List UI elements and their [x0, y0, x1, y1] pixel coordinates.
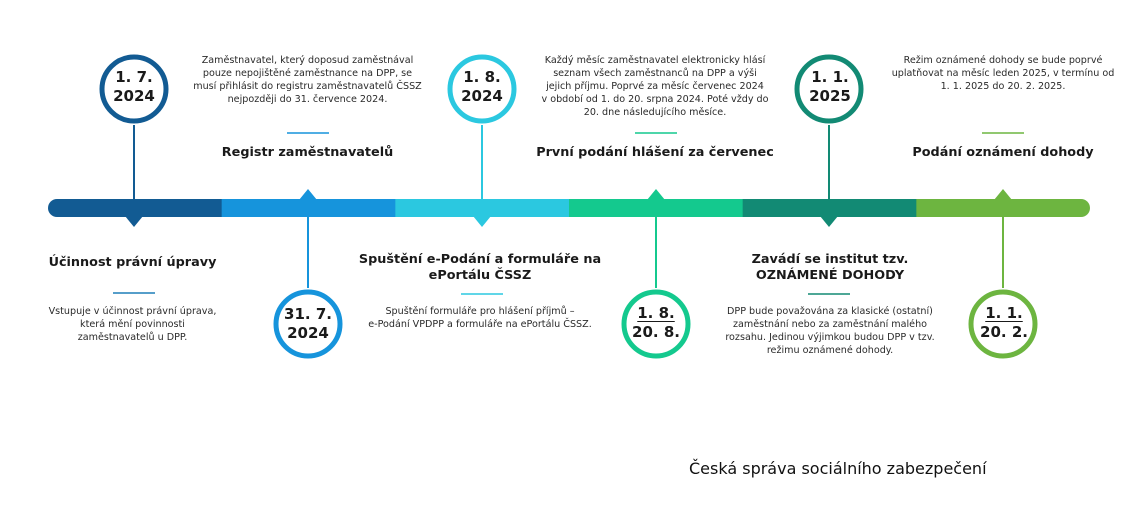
- milestone-title-6: Podání oznámení dohody: [912, 145, 1094, 160]
- timeline-segment-1: [48, 199, 223, 217]
- milestone-desc-3: Spuštění formuláře pro hlášení příjmů – e-Podání VPDPP a formuláře na ePortálu ČSSZ.: [368, 306, 592, 330]
- timeline-segment-5: [743, 199, 918, 217]
- milestone-title-1: Účinnost právní úpravy: [48, 255, 217, 270]
- date-badge-5: 1. 1. 2025: [809, 68, 851, 105]
- timeline-bar: [48, 199, 1091, 217]
- milestone-desc-1: Vstupuje v účinnost právní úprava, která mění povinnosti zaměstnavatelů u DPP.: [48, 306, 217, 343]
- date-badge-6: 1. 1. 20. 2.: [980, 304, 1028, 341]
- date-badge-3: 1. 8. 2024: [461, 68, 503, 105]
- footer-organization: Česká správa sociálního zabezpečení: [689, 459, 987, 478]
- milestone-title-5: Zavádí se institut tzv. OZNÁMENÉ DOHODY: [751, 252, 909, 283]
- milestone-title-2: Registr zaměstnavatelů: [221, 145, 394, 160]
- timeline-segment-2: [222, 199, 397, 217]
- date-badge-1: 1. 7. 2024: [113, 68, 155, 105]
- milestone-desc-4: Každý měsíc zaměstnavatel elektronicky hlásí seznam všech zaměstnanců na DPP a výši jejich příjmu. Poprvé za měsíc červenec 2024 v období od 1. do 20. srpna 2024. Poté vždy do 20. dne následujícího měsíce.: [541, 55, 769, 118]
- timeline-segment-6: [916, 199, 1091, 217]
- pointer-4: [647, 189, 665, 200]
- pointer-3: [473, 216, 491, 227]
- date-badge-2: 31. 7. 2024: [284, 305, 332, 342]
- pointer-1: [125, 216, 143, 227]
- milestone-desc-6: Režim oznámené dohody se bude poprvé uplatňovat na měsíc leden 2025, v termínu od 1. 1. 2025 do 20. 2. 2025.: [891, 55, 1115, 92]
- date-badge-4: 1. 8. 20. 8.: [632, 304, 680, 341]
- milestone-title-4: První podání hlášení za červenec: [536, 145, 774, 160]
- pointer-5: [820, 216, 838, 227]
- pointer-2: [299, 189, 317, 200]
- milestone-desc-2: Zaměstnavatel, který doposud zaměstnával pouze nepojištěné zaměstnance na DPP, se musí přihlásit do registru zaměstnavatelů ČSSZ nejpozději do 31. července 2024.: [193, 55, 422, 105]
- timeline-segment-3: [395, 199, 570, 217]
- milestone-title-3: Spuštění e-Podání a formuláře na ePortálu ČSSZ: [358, 252, 602, 283]
- timeline-segment-4: [569, 199, 744, 217]
- milestone-desc-5: DPP bude považována za klasické (ostatní) zaměstnání nebo za zaměstnání malého rozsahu. Jedinou výjimkou budou DPP v tzv. režimu oznámené dohody.: [725, 306, 935, 356]
- pointer-6: [994, 189, 1012, 200]
